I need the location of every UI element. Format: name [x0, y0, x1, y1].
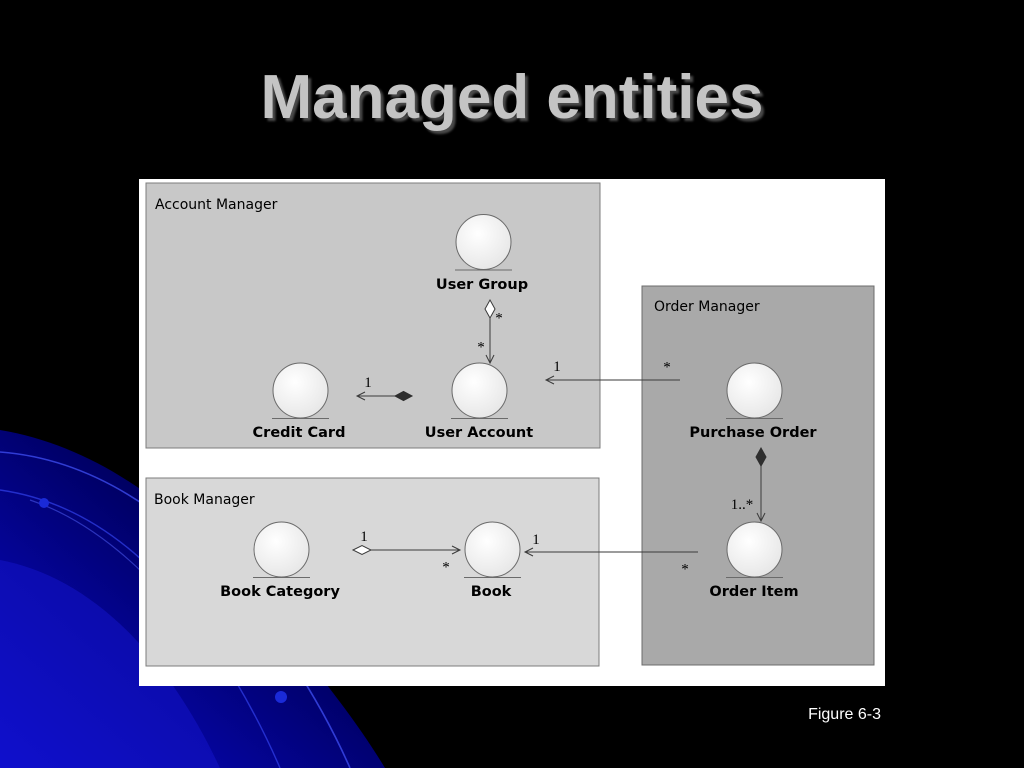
entity-icon [273, 363, 328, 418]
target-multiplicity: 1 [553, 359, 561, 375]
entity-icon [452, 363, 507, 418]
source-multiplicity: * [663, 359, 671, 376]
target-multiplicity: 1 [532, 532, 540, 548]
figure-caption: Figure 6-3 [808, 706, 881, 723]
target-multiplicity: * [477, 339, 485, 356]
entity-icon [465, 522, 520, 577]
package-account-manager [146, 183, 600, 448]
slide-title: Managed entities [260, 63, 764, 132]
package-book-manager [146, 478, 599, 666]
source-multiplicity: 1 [360, 529, 368, 545]
package-frame [146, 183, 600, 448]
package-label: Book Manager [154, 492, 255, 508]
package-order-manager [642, 286, 874, 665]
entity-label: Credit Card [252, 425, 346, 441]
entity-icon [456, 215, 511, 270]
entity-label: User Group [435, 277, 529, 293]
entity-icon [727, 522, 782, 577]
entity-label: Order Item [709, 584, 799, 600]
entity-label: User Account [424, 425, 534, 441]
target-multiplicity: * [442, 559, 450, 576]
package-frame [642, 286, 874, 665]
source-multiplicity: * [681, 561, 689, 578]
target-multiplicity: 1 [364, 375, 372, 391]
entity-label: Purchase Order [689, 425, 817, 441]
package-label: Account Manager [155, 197, 278, 213]
source-multiplicity: * [495, 310, 503, 327]
entity-label: Book Category [220, 584, 340, 600]
entity-icon [727, 363, 782, 418]
entity-icon [254, 522, 309, 577]
entity-label: Book [470, 584, 512, 600]
package-label: Order Manager [654, 299, 760, 315]
target-multiplicity: 1..* [730, 497, 754, 513]
